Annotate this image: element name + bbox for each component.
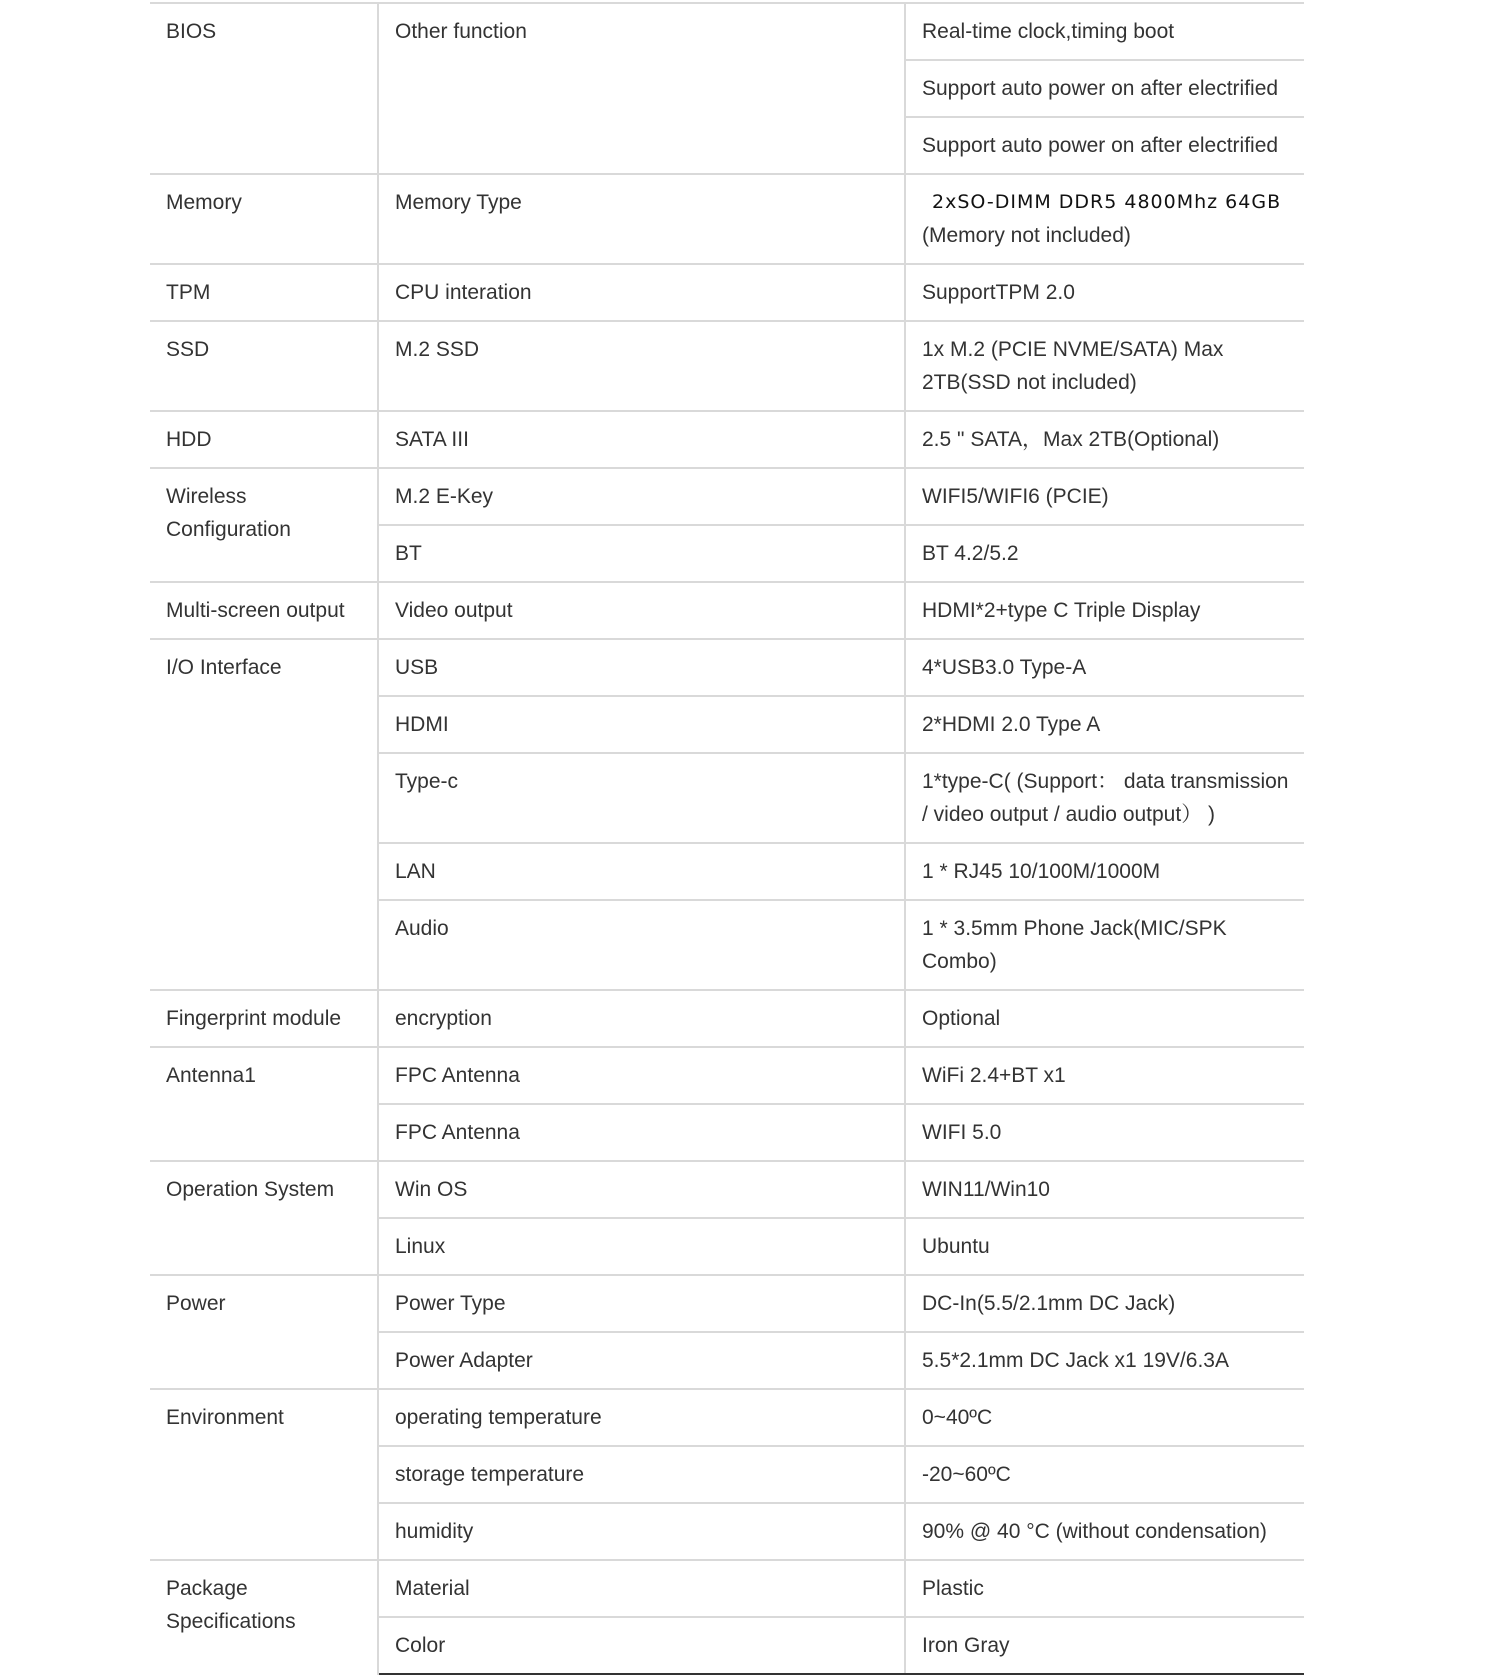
value-cell: Support auto power on after electrified: [905, 60, 1304, 117]
value-cell: 1*type-C( (Support： data transmission / video output / audio output） ): [905, 753, 1304, 843]
category-cell: Operation System: [150, 1161, 378, 1275]
value-cell: 4*USB3.0 Type-A: [905, 639, 1304, 696]
memory-overlay-text: 2xSO-DIMM DDR5 4800Mhz 64GB: [932, 191, 1282, 213]
item-cell: encryption: [378, 990, 905, 1047]
item-cell: M.2 E-Key: [378, 468, 905, 525]
value-cell: -20~60ºC: [905, 1446, 1304, 1503]
item-cell: Power Adapter: [378, 1332, 905, 1389]
item-cell: Type-c: [378, 753, 905, 843]
value-cell: Plastic: [905, 1560, 1304, 1617]
item-cell: SATA III: [378, 411, 905, 468]
value-cell: 0~40ºC: [905, 1389, 1304, 1446]
item-cell: Material: [378, 1560, 905, 1617]
value-cell: WIN11/Win10: [905, 1161, 1304, 1218]
value-cell: 5.5*2.1mm DC Jack x1 19V/6.3A: [905, 1332, 1304, 1389]
value-cell: Optional: [905, 990, 1304, 1047]
category-cell: Package Specifications: [150, 1560, 378, 1674]
category-cell: SSD: [150, 321, 378, 411]
value-cell: Real-time clock,timing boot: [905, 3, 1304, 60]
item-cell: Memory Type: [378, 174, 905, 264]
table-row: [150, 582, 1304, 639]
item-cell: Power Type: [378, 1275, 905, 1332]
value-cell: WIFI5/WIFI6 (PCIE): [905, 468, 1304, 525]
value-cell: 2*HDMI 2.0 Type A: [905, 696, 1304, 753]
value-cell: Iron Gray: [905, 1617, 1304, 1674]
table-row: [150, 174, 1304, 264]
spec-table: [150, 2, 1304, 1675]
category-cell: Environment: [150, 1389, 378, 1560]
item-cell: Linux: [378, 1218, 905, 1275]
item-cell: BT: [378, 525, 905, 582]
item-cell: operating temperature: [378, 1389, 905, 1446]
category-cell: Memory: [150, 174, 378, 264]
table-row: [150, 3, 1304, 60]
item-cell: Win OS: [378, 1161, 905, 1218]
category-cell: TPM: [150, 264, 378, 321]
item-cell: LAN: [378, 843, 905, 900]
value-cell: HDMI*2+type C Triple Display: [905, 582, 1304, 639]
category-cell: Power: [150, 1275, 378, 1389]
category-cell: HDD: [150, 411, 378, 468]
table-row: [150, 264, 1304, 321]
item-cell: Color: [378, 1617, 905, 1674]
category-cell: I/O Interface: [150, 639, 378, 990]
value-cell: [905, 174, 1304, 264]
item-cell: Audio: [378, 900, 905, 990]
item-cell: FPC Antenna: [378, 1047, 905, 1104]
value-cell: 1 * RJ45 10/100M/1000M: [905, 843, 1304, 900]
value-cell: WiFi 2.4+BT x1: [905, 1047, 1304, 1104]
category-cell: Fingerprint module: [150, 990, 378, 1047]
table-row: [150, 639, 1304, 696]
item-cell: M.2 SSD: [378, 321, 905, 411]
memory-note: (Memory not included): [922, 224, 1131, 247]
category-cell: Wireless Configuration: [150, 468, 378, 582]
value-cell: 1 * 3.5mm Phone Jack(MIC/SPK Combo): [905, 900, 1304, 990]
table-row: [150, 1047, 1304, 1104]
table-row: [150, 1275, 1304, 1332]
value-cell: WIFI 5.0: [905, 1104, 1304, 1161]
value-cell: 2.5 " SATA，Max 2TB(Optional): [905, 411, 1304, 468]
value-cell: Support auto power on after electrified: [905, 117, 1304, 174]
table-row: [150, 1389, 1304, 1446]
table-row: [150, 468, 1304, 525]
table-row: [150, 411, 1304, 468]
item-cell: CPU interation: [378, 264, 905, 321]
value-cell: 90% @ 40 °C (without condensation): [905, 1503, 1304, 1560]
category-cell: BIOS: [150, 3, 378, 174]
table-row: [150, 1560, 1304, 1617]
category-cell: Antenna1: [150, 1047, 378, 1161]
category-cell: Multi-screen output: [150, 582, 378, 639]
item-cell: storage temperature: [378, 1446, 905, 1503]
table-row: [150, 990, 1304, 1047]
value-cell: 1x M.2 (PCIE NVME/SATA) Max 2TB(SSD not included): [905, 321, 1304, 411]
item-cell: FPC Antenna: [378, 1104, 905, 1161]
table-row: [150, 1161, 1304, 1218]
item-cell: humidity: [378, 1503, 905, 1560]
item-cell: USB: [378, 639, 905, 696]
table-row: [150, 321, 1304, 411]
value-cell: BT 4.2/5.2: [905, 525, 1304, 582]
value-cell: Ubuntu: [905, 1218, 1304, 1275]
value-cell: DC-In(5.5/2.1mm DC Jack): [905, 1275, 1304, 1332]
item-cell: Video output: [378, 582, 905, 639]
item-cell: HDMI: [378, 696, 905, 753]
value-cell: SupportTPM 2.0: [905, 264, 1304, 321]
item-cell: Other function: [378, 3, 905, 174]
